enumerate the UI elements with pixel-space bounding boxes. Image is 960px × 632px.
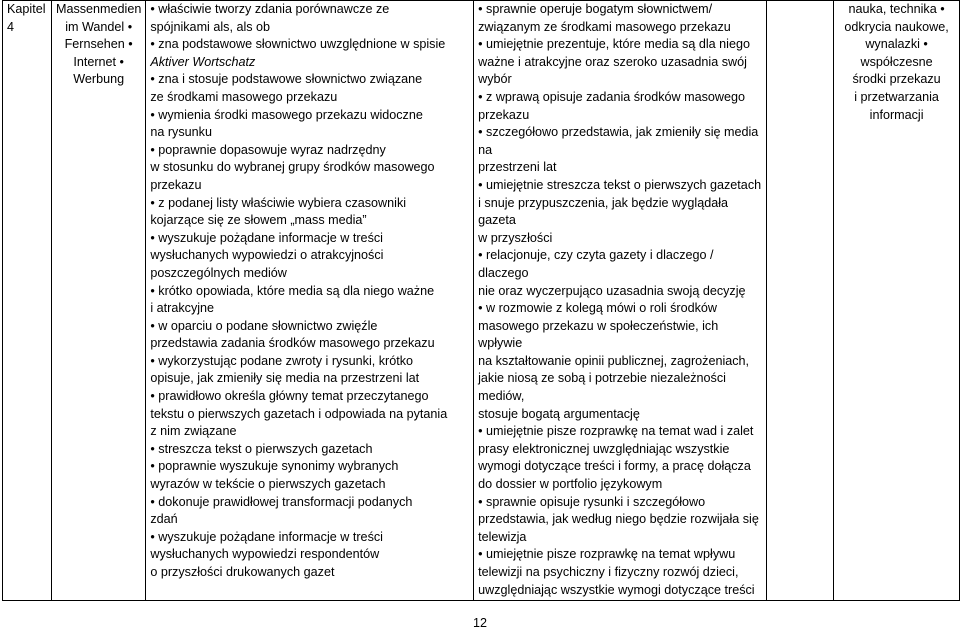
requirement-item (478, 494, 762, 547)
bullet-line: • szczegółowo przedstawia, jak zmieniły się media na (478, 125, 759, 157)
bullet-line: wysłuchanych wypowiedzi respondentów (150, 547, 380, 562)
bullet-line: przekazu (150, 177, 202, 192)
bullet-line: • zna podstawowe słownictwo uwzględnione w spisie (150, 37, 446, 52)
bullet-line: • w rozmowie z kolegą mówi o roli środków (478, 301, 717, 316)
bullet-line: wybór (478, 72, 512, 87)
bullet-line: • prawidłowo określa główny temat przeczytanego (150, 389, 429, 404)
requirement-item (478, 89, 762, 124)
bullet-line: • umiejętnie streszcza tekst o pierwszych gazetach (478, 177, 762, 192)
topic-cell (51, 1, 145, 601)
cross-line: wynalazki • (865, 37, 928, 52)
bullet-line: nie oraz wyczerpująco uzasadnia swoją decyzję (478, 283, 746, 298)
chapter-label: Kapitel (7, 2, 46, 16)
requirement-item (150, 441, 469, 459)
bullet-line: przedstawia, jak według niego będzie rozwijała się (478, 512, 759, 527)
bullet-line: • z podanej listy właściwie wybiera czasowniki (150, 195, 407, 210)
bullet-line: • sprawnie operuje bogatym słownictwem/ (478, 2, 713, 16)
bullet-line: i snuje przypuszczenia, jak będzie wyglądała gazeta (478, 195, 729, 228)
bullet-line: na kształtowanie opinii publicznej, zagrożeniach, (478, 353, 750, 368)
bullet-line: • poprawnie wyszukuje synonimy wybranych (150, 459, 399, 474)
bullet-line: jakie niosą ze sobą i potrzebie niezależności mediów, (478, 371, 726, 404)
bullet-line: • dokonuje prawidłowej transformacji podanych (150, 494, 413, 509)
chapter-number: 4 (7, 19, 15, 34)
requirement-item (478, 247, 762, 300)
bullet-line: Aktiver Wortschatz (150, 54, 256, 69)
bullet-line: • wymienia środki masowego przekazu widoczne (150, 107, 423, 122)
bullet-line: spójnikami als, als ob (150, 19, 271, 34)
requirement-item (478, 423, 762, 493)
bullet-line: kojarzące się ze słowem „mass media” (150, 213, 367, 228)
requirement-item (150, 142, 469, 195)
bullet-line: w stosunku do wybranej grupy środków masowego (150, 160, 435, 175)
bullet-line: tekstu o pierwszych gazetach i odpowiada na pytania (150, 406, 448, 421)
bullet-line: • umiejętnie prezentuje, które media są dla niego (478, 37, 750, 52)
requirement-item (478, 177, 762, 247)
cross-line: współczesne (860, 54, 933, 69)
bullet-line: poszczególnych mediów (150, 265, 287, 280)
topic-line: im Wandel • (65, 19, 133, 34)
requirement-item (150, 107, 469, 142)
requirement-item (150, 283, 469, 318)
curriculum-table (2, 0, 960, 601)
bullet-line: uwzględniając wszystkie wymogi dotyczące treści (478, 582, 755, 597)
topic-line: Fernsehen • (64, 37, 133, 52)
bullet-line: do dossier w portfolio językowym (478, 477, 663, 492)
bullet-line: • poprawnie dopasowuje wyraz nadrzędny (150, 142, 386, 157)
bullet-line: ze środkami masowego przekazu (150, 89, 338, 104)
cross-curricular-cell (834, 1, 960, 601)
bullet-line: • umiejętnie pisze rozprawkę na temat wad i zalet (478, 424, 754, 439)
bullet-line: • z wprawą opisuje zadania środków masowego (478, 89, 746, 104)
bullet-line: • sprawnie opisuje rysunki i szczegółowo (478, 494, 706, 509)
bullet-line: i atrakcyjne (150, 301, 215, 316)
bullet-line: przedstawia zadania środków masowego przekazu (150, 336, 435, 351)
requirement-item (478, 1, 762, 36)
bullet-line: • w oparciu o podane słownictwo zwięźle (150, 318, 378, 333)
topic-line: Internet • (73, 54, 124, 69)
requirement-item (150, 458, 469, 493)
cross-line: informacji (869, 107, 924, 122)
requirement-item (150, 1, 469, 36)
bullet-line: telewizji na psychiczny i fizyczny rozwój dzieci, (478, 565, 739, 579)
requirement-item (478, 36, 762, 89)
bullet-line: • właściwie tworzy zdania porównawcze ze (150, 2, 390, 16)
advanced-requirements-cell (474, 1, 767, 601)
requirement-item (150, 36, 469, 71)
bullet-line: • umiejętnie pisze rozprawkę na temat wpływu (478, 547, 736, 562)
chapter-cell (3, 1, 52, 601)
cross-line: środki przekazu (852, 72, 941, 87)
requirement-item (150, 353, 469, 388)
table-row (3, 1, 960, 601)
cross-line: i przetwarzania (854, 89, 939, 104)
requirement-item (478, 124, 762, 177)
bullet-line: stosuje bogatą argumentację (478, 406, 640, 421)
bullet-line: zdań (150, 512, 178, 527)
bullet-line: na rysunku (150, 125, 212, 140)
cross-line: nauka, technika • (848, 2, 945, 16)
page-number: 12 (472, 616, 487, 630)
bullet-line: • relacjonuje, czy czyta gazety i dlaczego / dlaczego (478, 248, 714, 280)
bullet-line: wyrazów w tekście o pierwszych gazetach (150, 477, 386, 492)
bullet-line: • wykorzystując podane zwroty i rysunki, krótko (150, 353, 414, 368)
bullet-line: przekazu (478, 107, 530, 122)
requirement-item (150, 71, 469, 106)
bullet-line: • wyszukuje pożądane informacje w treści (150, 529, 383, 544)
bullet-line: z nim związane (150, 424, 237, 439)
requirement-item (150, 494, 469, 529)
requirement-item (150, 388, 469, 441)
bullet-line: przestrzeni lat (478, 160, 557, 175)
bullet-line: opisuje, jak zmieniły się media na przestrzeni lat (150, 371, 420, 386)
basic-requirements-cell (146, 1, 474, 601)
bullet-line: w przyszłości (478, 230, 553, 245)
requirement-item (150, 230, 469, 283)
bullet-line: telewizja (478, 529, 527, 544)
requirement-item (150, 318, 469, 353)
bullet-line: związanym ze środkami masowego przekazu (478, 19, 731, 34)
bullet-line: ważne i atrakcyjne oraz szeroko uzasadnia swój (478, 54, 747, 69)
bullet-line: • zna i stosuje podstawowe słownictwo związane (150, 72, 423, 87)
bullet-line: masowego przekazu w społeczeństwie, ich wpływie (478, 318, 719, 351)
requirement-item (150, 529, 469, 582)
topic-line: Werbung (73, 72, 125, 87)
bullet-line: wysłuchanych wypowiedzi o atrakcyjności (150, 248, 384, 263)
empty-cell (767, 1, 834, 601)
requirement-item (478, 546, 762, 599)
bullet-line: prasy elektronicznej uwzględniając wszystkie (478, 441, 730, 456)
requirement-item (150, 195, 469, 230)
topic-line: Massenmedien (55, 2, 142, 16)
bullet-line: • streszcza tekst o pierwszych gazetach (150, 441, 373, 456)
bullet-line: o przyszłości drukowanych gazet (150, 565, 335, 579)
bullet-line: wymogi dotyczące treści i formy, a pracę dołącza (478, 459, 751, 474)
requirement-item (478, 300, 762, 423)
cross-line: odkrycia naukowe, (844, 19, 949, 34)
bullet-line: • wyszukuje pożądane informacje w treści (150, 230, 383, 245)
bullet-line: • krótko opowiada, które media są dla niego ważne (150, 283, 435, 298)
